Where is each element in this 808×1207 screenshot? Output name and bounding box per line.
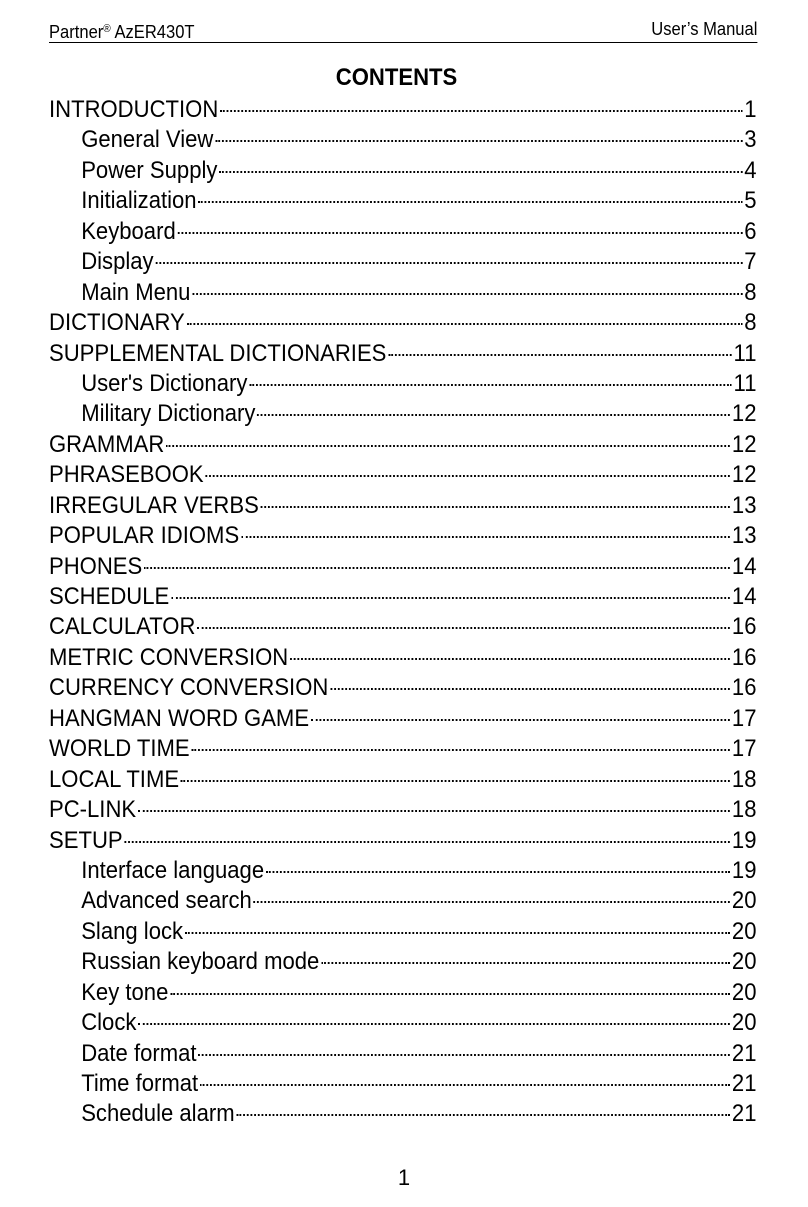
dot-leader <box>290 658 730 660</box>
toc-entry[interactable] <box>49 734 756 764</box>
dot-leader <box>185 932 730 934</box>
toc-entry[interactable] <box>49 491 756 521</box>
toc-entry[interactable] <box>49 521 756 551</box>
toc-entry-label: Slang lock <box>81 917 184 945</box>
dot-leader <box>187 323 743 325</box>
toc-entry-label: Main Menu <box>81 278 191 306</box>
toc-entry[interactable] <box>49 612 756 642</box>
dot-leader <box>171 597 730 599</box>
toc-entry-label: Initialization <box>81 187 197 215</box>
toc-entry-page: 6 <box>744 217 757 245</box>
header-manual-title: User’s Manual <box>651 19 758 39</box>
toc-entry-page: 17 <box>731 704 757 732</box>
toc-entry-page: 14 <box>731 552 757 580</box>
toc-entry-page: 4 <box>744 156 757 184</box>
toc-entry[interactable] <box>49 1099 756 1129</box>
toc-entry-page: 14 <box>731 583 757 610</box>
toc-entry-page: 19 <box>731 826 757 854</box>
toc-entry-label: User's Dictionary <box>81 369 248 397</box>
toc-entry-label: General View <box>81 126 214 154</box>
dot-leader <box>266 871 730 873</box>
toc-entry[interactable] <box>49 1069 756 1099</box>
toc-entry[interactable] <box>49 1008 756 1038</box>
toc-entry-page: 13 <box>731 491 757 519</box>
dot-leader <box>200 1084 730 1086</box>
toc-entry[interactable] <box>49 308 756 338</box>
toc-entry-label: SUPPLEMENTAL DICTIONARIES <box>49 339 387 367</box>
toc-entry-label: GRAMMAR <box>49 430 165 458</box>
toc-entry[interactable] <box>49 430 756 460</box>
toc-entry-page: 8 <box>744 278 757 306</box>
toc-entry[interactable] <box>49 125 756 155</box>
toc-entry-page: 19 <box>731 856 757 884</box>
toc-entry[interactable] <box>49 369 756 399</box>
page-title: CONTENTS <box>335 64 458 91</box>
toc-entry-label: INTRODUCTION <box>49 96 219 123</box>
toc-entry-label: DICTIONARY <box>49 309 185 337</box>
toc-entry-label: Power Supply <box>81 156 218 184</box>
toc-entry-page: 18 <box>731 765 757 793</box>
toc-entry-page: 8 <box>744 309 757 337</box>
toc-entry-label: Interface language <box>81 856 265 884</box>
toc-entry-page: 21 <box>731 1039 757 1067</box>
dot-leader <box>192 749 731 751</box>
toc-entry-page: 20 <box>731 887 757 915</box>
toc-entry[interactable] <box>49 978 756 1008</box>
dot-leader <box>155 262 742 264</box>
toc-entry-label: Time format <box>81 1070 199 1097</box>
toc-entry-page: 7 <box>744 248 757 276</box>
dot-leader <box>198 201 742 203</box>
toc-entry[interactable] <box>49 156 756 186</box>
toc-entry-page: 21 <box>731 1070 757 1097</box>
toc-entry-label: PHRASEBOOK <box>49 461 204 489</box>
dot-leader <box>181 780 730 782</box>
dot-leader <box>124 841 730 843</box>
toc-entry-page: 3 <box>744 126 757 154</box>
toc-entry-label: METRIC CONVERSION <box>49 643 289 671</box>
toc-entry[interactable] <box>49 582 756 612</box>
toc-entry-label: SCHEDULE <box>49 583 170 610</box>
toc-entry-page: 1 <box>744 96 757 123</box>
toc-entry-label: PC-LINK <box>49 796 137 824</box>
toc-entry-page: 21 <box>731 1100 757 1128</box>
toc-entry-label: Display <box>81 248 154 276</box>
toc-entry-page: 12 <box>731 400 757 428</box>
toc-entry[interactable] <box>49 217 756 247</box>
dot-leader <box>178 232 743 234</box>
dot-leader <box>170 993 730 995</box>
table-of-contents <box>49 95 756 1130</box>
page-header <box>49 16 757 43</box>
toc-entry-label: Russian keyboard mode <box>81 948 320 976</box>
toc-entry-page: 18 <box>731 796 757 824</box>
toc-entry-label: Key tone <box>81 978 169 1006</box>
toc-entry[interactable] <box>49 247 756 277</box>
dot-leader <box>321 962 730 964</box>
toc-entry-page: 5 <box>744 187 757 215</box>
toc-entry[interactable] <box>49 826 756 856</box>
toc-entry-label: CURRENCY CONVERSION <box>49 674 329 702</box>
toc-entry-page: 16 <box>731 613 757 641</box>
dot-leader <box>144 567 730 569</box>
header-model: AzER430T <box>110 22 195 42</box>
toc-entry[interactable] <box>49 856 756 886</box>
toc-entry[interactable] <box>49 278 756 308</box>
dot-leader <box>249 384 731 386</box>
toc-entry-label: POPULAR IDIOMS <box>49 522 240 550</box>
toc-entry-label: Advanced search <box>81 887 252 915</box>
toc-entry[interactable] <box>49 399 756 429</box>
dot-leader <box>138 810 730 812</box>
toc-entry-page: 20 <box>731 948 757 976</box>
toc-entry-page: 12 <box>731 461 757 489</box>
toc-entry[interactable] <box>49 917 756 947</box>
toc-entry-page: 20 <box>731 917 757 945</box>
dot-leader <box>236 1114 730 1116</box>
toc-entry-label: LOCAL TIME <box>49 765 180 793</box>
toc-entry[interactable] <box>49 704 756 734</box>
toc-entry-label: SETUP <box>49 826 123 854</box>
toc-entry-label: WORLD TIME <box>49 735 190 763</box>
page-number: 1 <box>397 1165 411 1190</box>
toc-entry-page: 13 <box>731 522 757 550</box>
dot-leader <box>192 293 742 295</box>
toc-entry-page: 11 <box>733 339 757 367</box>
toc-entry-page: 16 <box>731 643 757 671</box>
dot-leader <box>215 140 742 142</box>
toc-entry-label: IRREGULAR VERBS <box>49 491 259 519</box>
dot-leader <box>254 901 730 903</box>
toc-entry-label: Military Dictionary <box>81 400 256 428</box>
dot-leader <box>220 110 742 112</box>
toc-entry-label: Date format <box>81 1039 197 1067</box>
toc-entry-page: 12 <box>731 430 757 458</box>
header-product <box>49 16 195 42</box>
dot-leader <box>205 475 730 477</box>
toc-entry-label: CALCULATOR <box>49 613 196 641</box>
toc-entry[interactable] <box>49 1039 756 1069</box>
toc-entry-label: HANGMAN WORD GAME <box>49 704 310 732</box>
dot-leader <box>198 1054 730 1056</box>
toc-entry-page: 16 <box>731 674 757 702</box>
toc-entry-label: Schedule alarm <box>81 1100 235 1128</box>
toc-entry[interactable] <box>49 95 756 125</box>
toc-entry-page: 17 <box>731 735 757 763</box>
toc-entry[interactable] <box>49 460 756 490</box>
dot-leader <box>197 627 730 629</box>
toc-entry-label: PHONES <box>49 552 143 580</box>
registered-mark: ® <box>103 23 111 35</box>
toc-entry[interactable] <box>49 765 756 795</box>
dot-leader <box>241 536 730 538</box>
toc-entry[interactable] <box>49 643 756 673</box>
toc-entry[interactable] <box>49 673 756 703</box>
toc-entry-label: Clock <box>81 1009 137 1037</box>
dot-leader <box>138 1023 730 1025</box>
dot-leader <box>219 171 742 173</box>
toc-entry-label: Keyboard <box>81 217 176 245</box>
toc-entry[interactable] <box>49 552 756 582</box>
dot-leader <box>311 719 730 721</box>
dot-leader <box>388 354 731 356</box>
toc-entry[interactable] <box>49 795 756 825</box>
header-brand: Partner <box>49 22 104 42</box>
dot-leader <box>257 414 730 416</box>
toc-entry[interactable] <box>49 886 756 916</box>
dot-leader <box>166 445 730 447</box>
dot-leader <box>261 506 730 508</box>
toc-entry[interactable] <box>49 947 756 977</box>
toc-entry[interactable] <box>49 339 756 369</box>
toc-entry-page: 20 <box>731 1009 757 1037</box>
dot-leader <box>330 688 730 690</box>
toc-entry[interactable] <box>49 186 756 216</box>
toc-entry-page: 20 <box>731 978 757 1006</box>
toc-entry-page: 11 <box>733 369 757 397</box>
